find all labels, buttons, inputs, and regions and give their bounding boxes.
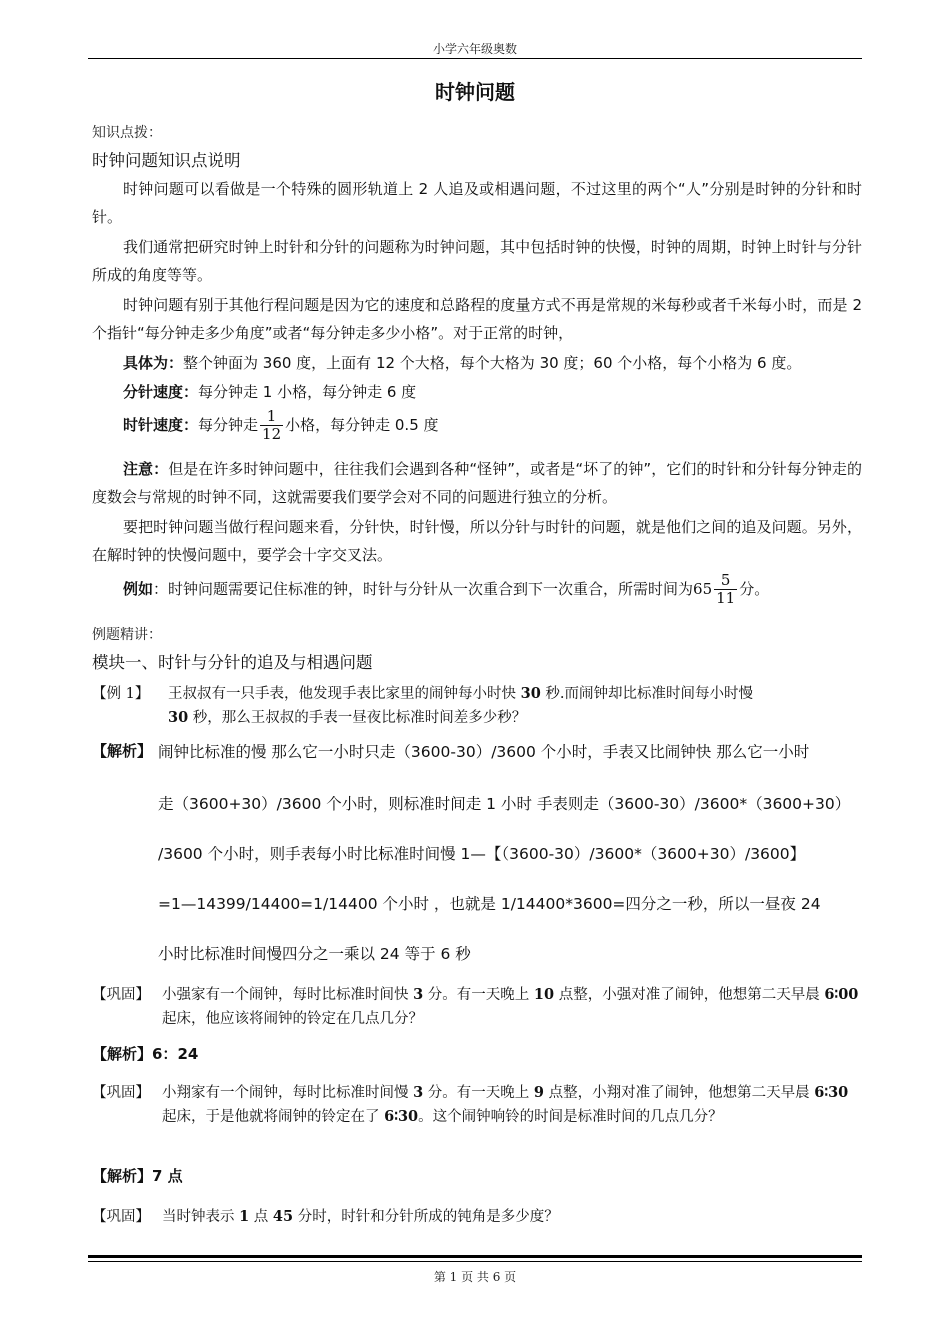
solution-line-4: =1—14399/14400=1/14400 个小时 ，也就是 1/14400*3600=四分之一秒，所以一昼夜 24: [158, 895, 821, 913]
solution-line-1: 闹钟比标准的慢 那么它一小时只走（3600-30）/3600 个小时，手表又比闹钟快 那么它一小时: [158, 743, 810, 761]
footer-rule-thick: [88, 1255, 862, 1258]
hour-speed-line: [123, 408, 439, 443]
example-1-num-b: 30: [168, 709, 189, 726]
note-label: 注意：: [123, 460, 169, 478]
exercise-2-tag: 【巩固】: [92, 987, 150, 1003]
exercise-4-text-c: 分时，时针和分针所成的钝角是多少度？: [293, 1209, 559, 1225]
example-label: 例如: [123, 580, 154, 598]
hour-frac-denominator: 12: [262, 425, 282, 443]
examples-label: 例题精讲：: [92, 627, 162, 643]
hour-speed-label: 时针速度：: [123, 416, 199, 434]
hour-frac-numerator: 1: [260, 408, 283, 426]
example-1-tag: 【例 1】: [92, 686, 150, 702]
hour-speed-fraction: [260, 408, 283, 443]
knowledge-paragraph-4: 要把时钟问题当做行程问题来看，分针快，时针慢，所以分针与时针的问题，就是他们之间的追及问题。另外，在解时钟的快慢问题中，要学会十字交叉法。: [92, 518, 862, 564]
exercise-2-text-c: 点整，小强对准了闹钟，他想第二天早晨: [554, 987, 825, 1003]
solution-line-3: /3600 个小时，则手表每小时比标准时间慢 1—【（3600-30）/3600*（3600+30）/3600】: [158, 845, 806, 863]
exercise-4-tag: 【巩固】: [92, 1209, 150, 1225]
example-unit: 分。: [739, 580, 770, 598]
module-heading: 模块一、时针与分针的追及与相遇问题: [92, 653, 373, 672]
exercise-3-num-a: 3: [413, 1084, 424, 1101]
example-whole-number: 65: [693, 580, 713, 598]
example-line: [123, 572, 769, 607]
exercise-2-num-a: 3: [413, 986, 424, 1003]
note-paragraph: [92, 455, 862, 511]
page-title: 时钟问题: [435, 80, 515, 104]
example-text: ：时钟问题需要记住标准的钟，时针与分针从一次重合到下一次重合，所需时间为: [153, 580, 694, 598]
exercise-2-text-d: 起床，他应该将闹钟的铃定在几点几分？: [162, 1011, 423, 1027]
exercise-2: [92, 983, 862, 1031]
exercise-4-num-b: 45: [272, 1208, 294, 1225]
footer-rule-thin: [88, 1261, 862, 1262]
solution-tag: 【解析】: [92, 742, 153, 760]
exercise-3-time-b: 6∶30: [384, 1108, 419, 1125]
exercise-4-num-a: 1: [239, 1208, 250, 1225]
header-rule: [88, 58, 862, 59]
example-frac-numerator: 5: [714, 572, 737, 590]
exercise-3-answer: 【解析】7 点: [92, 1167, 183, 1185]
exercise-3: [92, 1081, 862, 1129]
exercise-2-text-a: 小强家有一个闹钟，每时比标准时间快: [162, 987, 414, 1003]
exercise-2-time: 6∶00: [824, 986, 859, 1003]
exercise-3-text-d: 起床，于是他就将闹钟的铃定在了: [162, 1109, 385, 1125]
exercise-4-text-b: 点: [249, 1209, 273, 1225]
minute-speed-line: [123, 381, 416, 402]
hour-speed-pre: 每分钟走: [198, 416, 259, 434]
exercise-3-text-e: 。这个闹钟响铃的时间是标准时间的几点几分？: [418, 1109, 723, 1125]
exercise-2-num-b: 10: [533, 986, 555, 1003]
specific-label: 具体为：: [123, 354, 184, 372]
example-fraction: [714, 572, 737, 607]
exercise-2-text-b: 分。有一天晚上: [423, 987, 534, 1003]
page-header: 小学六年级奥数: [432, 42, 517, 56]
knowledge-heading: 时钟问题知识点说明: [92, 151, 241, 170]
exercise-3-tag: 【巩固】: [92, 1085, 150, 1101]
example-1-text-c: 秒，那么王叔叔的手表一昼夜比标准时间差多少秒？: [188, 710, 527, 726]
minute-speed-label: 分针速度：: [123, 383, 199, 401]
example-1: [92, 682, 862, 730]
example-1-num-a: 30: [520, 685, 541, 702]
knowledge-label: 知识点拨：: [92, 125, 162, 141]
page-footer: 第 1 页 共 6 页: [433, 1270, 517, 1284]
exercise-3-text-c: 点整，小翔对准了闹钟，他想第二天早晨: [544, 1085, 815, 1101]
exercise-3-num-b: 9: [533, 1084, 545, 1101]
specific-line: [123, 352, 801, 373]
knowledge-paragraph-2: 我们通常把研究时钟上时针和分针的问题称为时钟问题，其中包括时钟的快慢，时钟的周期，时钟上时针与分针所成的角度等等。: [92, 238, 862, 284]
example-1-text-b: 秒.而闹钟却比标准时间每小时慢: [540, 686, 754, 702]
specific-text: 整个钟面为 360 度，上面有 12 个大格，每个大格为 30 度；60 个小格，每个小格为 6 度。: [183, 354, 802, 372]
example-frac-denominator: 11: [716, 589, 736, 607]
exercise-3-text-a: 小翔家有一个闹钟，每时比标准时间慢: [162, 1085, 414, 1101]
knowledge-paragraph-3: 时钟问题有别于其他行程问题是因为它的速度和总路程的度量方式不再是常规的米每秒或者千米每小时，而是 2 个指针“每分钟走多少角度”或者“每分钟走多少小格”。对于正常的时钟，: [92, 296, 862, 342]
exercise-4: [92, 1205, 862, 1229]
minute-speed-text: 每分钟走 1 小格，每分钟走 6 度: [198, 383, 417, 401]
note-text: 但是在许多时钟问题中，往往我们会遇到各种“怪钟”，或者是“坏了的钟”，它们的时针和分针每分钟走的度数会与常规的时钟不同，这就需要我们要学会对不同的问题进行独立的分析。: [92, 460, 862, 506]
solution-line-5: 小时比标准时间慢四分之一乘以 24 等于 6 秒: [158, 945, 471, 963]
solution-line-2: 走（3600+30）/3600 个小时，则标准时间走 1 小时 手表则走（3600-30）/3600*（3600+30）: [158, 795, 851, 813]
exercise-4-text-a: 当时钟表示: [162, 1209, 240, 1225]
exercise-3-text-b: 分。有一天晚上: [423, 1085, 534, 1101]
knowledge-paragraph-1: 时钟问题可以看做是一个特殊的圆形轨道上 2 人追及或相遇问题，不过这里的两个“人”分别是时钟的分针和时针。: [92, 180, 862, 226]
exercise-2-answer: 【解析】6：24: [92, 1045, 199, 1063]
example-1-text-a: 王叔叔有一只手表，他发现手表比家里的闹钟每小时快: [168, 686, 521, 702]
hour-speed-post: 小格，每分钟走 0.5 度: [285, 416, 439, 434]
exercise-3-time-a: 6∶30: [814, 1084, 849, 1101]
